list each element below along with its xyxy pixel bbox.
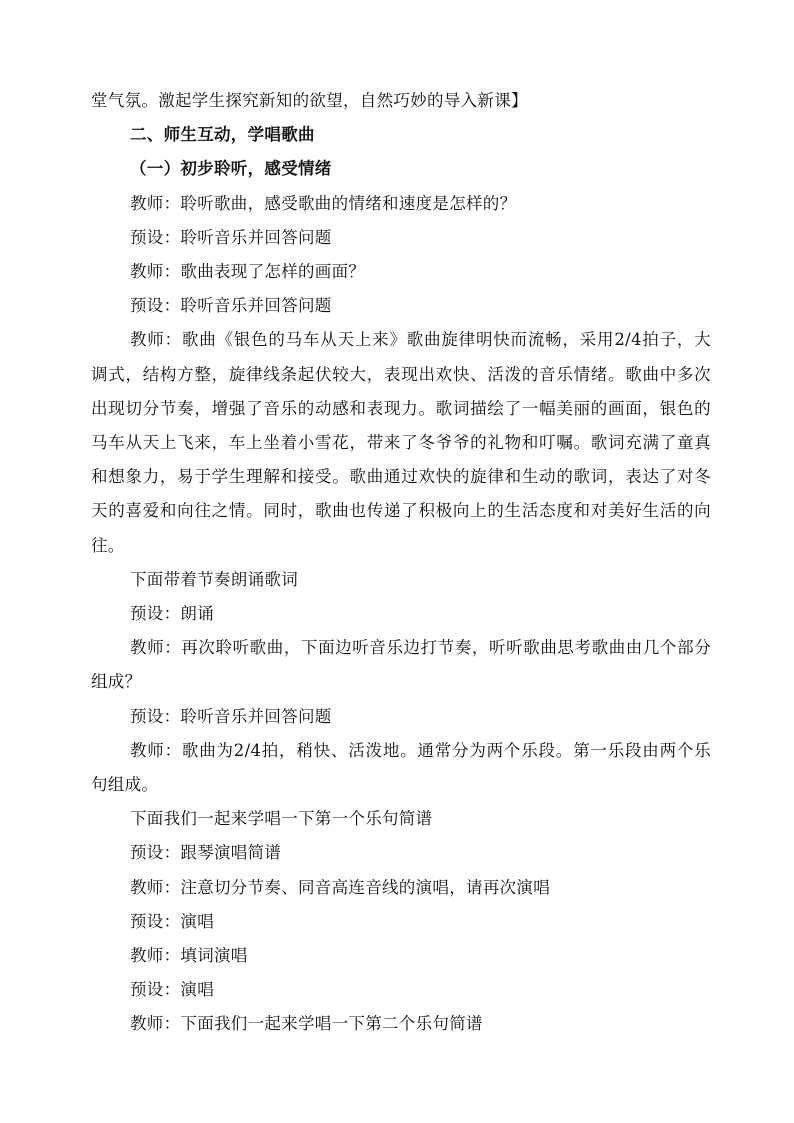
paragraph-song-analysis: 教师：歌曲《银色的马车从天上来》歌曲旋律明快而流畅，采用2/4拍子，大调式，结构方整，旋律线条起伏较大，表现出欢快、活泼的音乐情绪。歌曲中多次出现切分节奏，增强了音乐的动感和表现力。歌词描绘了一幅美丽的画面，银色的马车从天上飞来，车上坐着小雪花，带来了冬爷爷的礼物和叮嘱。歌词充满了童真和想象力，易于学生理解和接受。歌曲通过欢快的旋律和生动的歌词，表达了对冬天的喜爱和向往之情。同时，歌曲也传递了积极向上的生活态度和对美好生活的向往。: [91, 330, 711, 555]
paragraph-learn-phrase-1: 下面我们一起来学唱一下第一个乐句简谱: [130, 809, 433, 829]
paragraph-expected-sing-2: 预设：演唱: [130, 980, 214, 1000]
paragraph-teacher-note-rhythm: 教师：注意切分节奏、同音高连音线的演唱，请再次演唱: [130, 877, 550, 897]
paragraph-rhythm-recitation: 下面带着节奏朗诵歌词: [130, 569, 298, 589]
paragraph-expected-answer-1: 预设：聆听音乐并回答问题: [130, 227, 332, 247]
paragraph-song-structure: 教师：歌曲为2/4拍，稍快、活泼地。通常分为两个乐段。第一乐段由两个乐句组成。: [91, 740, 711, 795]
paragraph-teacher-question-3: 教师：再次聆听歌曲，下面边听音乐边打节奏，听听歌曲思考歌曲由几个部分组成？: [91, 638, 711, 692]
subsection-heading: （一）初步聆听，感受情绪: [130, 159, 332, 179]
paragraph-expected-sing-1: 预设：演唱: [130, 911, 214, 931]
paragraph-teacher-question-1: 教师：聆听歌曲，感受歌曲的情绪和速度是怎样的？: [130, 193, 517, 213]
paragraph-teacher-lyrics: 教师：填词演唱: [130, 946, 248, 966]
paragraph-expected-recitation: 预设：朗诵: [130, 604, 214, 624]
document-body: [91, 84, 711, 1042]
paragraph-learn-phrase-2: 教师：下面我们一起来学唱一下第二个乐句简谱: [130, 1014, 483, 1034]
paragraph-expected-sing-score: 预设：跟琴演唱简谱: [130, 843, 282, 863]
section-heading: 二、师生互动，学唱歌曲: [130, 125, 315, 145]
paragraph-intro-continuation: 堂气氛。激起学生探究新知的欲望，自然巧妙的导入新课】: [91, 91, 528, 110]
paragraph-expected-answer-3: 预设：聆听音乐并回答问题: [130, 706, 332, 726]
paragraph-teacher-question-2: 教师：歌曲表现了怎样的画面？: [130, 262, 366, 282]
paragraph-expected-answer-2: 预设：聆听音乐并回答问题: [130, 296, 332, 316]
